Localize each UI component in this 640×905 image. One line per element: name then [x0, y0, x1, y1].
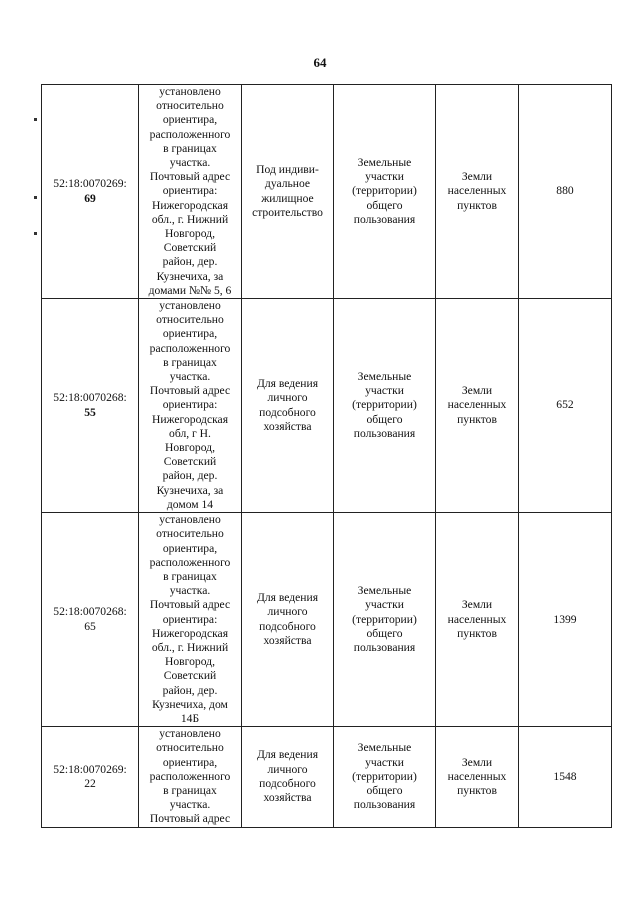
cadastral-number-prefix: 52:18:0070268:: [53, 391, 127, 405]
cadastral-number-cell: [42, 299, 139, 513]
zone-type-cell: Земельные участки (территории) общего пользования: [334, 727, 436, 827]
land-category-cell: Земли населенных пунктов: [436, 299, 519, 513]
area-cell: 880: [519, 85, 612, 299]
zone-type-cell: Земельные участки (территории) общего пользования: [334, 299, 436, 513]
permitted-use-cell: Для ведения личного подсобного хозяйства: [242, 513, 334, 727]
table-row: [42, 85, 612, 299]
zone-type-cell: Земельные участки (территории) общего пользования: [334, 513, 436, 727]
land-plots-table: [41, 84, 612, 828]
location-cell: установлено относительно ориентира, расположенного в границах участка. Почтовый адрес ориентира: Нижегородская обл., г. Нижний Новгород, Советский район, дер. Кузнечиха, за домами №№ 5, 6: [139, 85, 242, 299]
cadastral-number-cell: [42, 727, 139, 827]
land-category-cell: Земли населенных пунктов: [436, 727, 519, 827]
cadastral-number-prefix: 52:18:0070268:: [53, 605, 127, 619]
cadastral-number-prefix: 52:18:0070269:: [53, 762, 127, 776]
land-category-cell: Земли населенных пунктов: [436, 85, 519, 299]
table-row: [42, 299, 612, 513]
cadastral-number-suffix: 55: [84, 405, 96, 419]
cadastral-number-cell: [42, 513, 139, 727]
area-cell: 1548: [519, 727, 612, 827]
binding-mark: [34, 118, 37, 121]
land-category-cell: Земли населенных пунктов: [436, 513, 519, 727]
page-number: 64: [313, 55, 327, 70]
table-row: [42, 727, 612, 827]
zone-type-cell: Земельные участки (территории) общего пользования: [334, 85, 436, 299]
cadastral-number-suffix: 69: [84, 191, 96, 205]
cadastral-number-prefix: 52:18:0070269:: [53, 177, 127, 191]
permitted-use-cell: Для ведения личного подсобного хозяйства: [242, 299, 334, 513]
cadastral-number-suffix: 65: [84, 619, 96, 633]
area-cell: 652: [519, 299, 612, 513]
location-cell: установлено относительно ориентира, расположенного в границах участка. Почтовый адрес ориентира: Нижегородская обл., г. Нижний Новгород, Советский район, дер. Кузнечиха, дом 14Б: [139, 513, 242, 727]
cadastral-number-cell: [42, 85, 139, 299]
table-row: [42, 513, 612, 727]
location-cell: установлено относительно ориентира, расположенного в границах участка. Почтовый адрес ориентира: Нижегородская обл, г Н. Новгород, Советский район, дер. Кузнечиха, за домом 14: [139, 299, 242, 513]
area-cell: 1399: [519, 513, 612, 727]
binding-mark: [34, 232, 37, 235]
binding-mark: [34, 196, 37, 199]
permitted-use-cell: Под индиви- дуальное жилищное строительство: [242, 85, 334, 299]
permitted-use-cell: Для ведения личного подсобного хозяйства: [242, 727, 334, 827]
location-cell: установлено относительно ориентира, расположенного в границах участка. Почтовый адрес: [139, 727, 242, 827]
cadastral-number-suffix: 22: [84, 776, 96, 790]
